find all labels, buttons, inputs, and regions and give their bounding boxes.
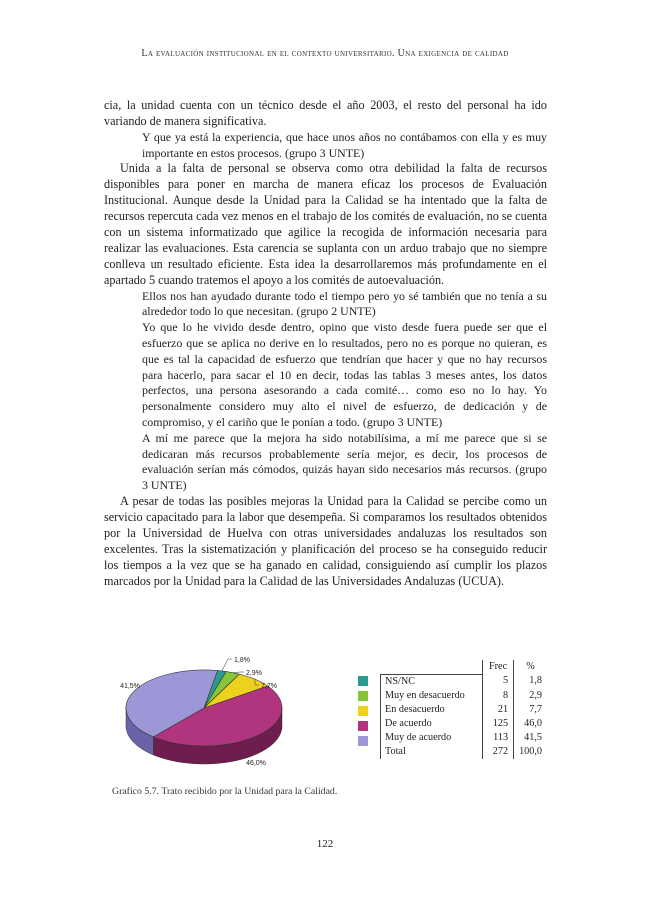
- table-total-row: [381, 745, 548, 759]
- quote: Ellos nos han ayudado durante todo el tiempo pero yo sé también que no tenía a su alrededor todo lo que necesitan. (grupo 2 UNTE): [142, 288, 547, 319]
- row-freq: 5: [483, 674, 514, 689]
- row-freq: 21: [483, 703, 514, 717]
- pie-data-label: 2,9%: [246, 670, 262, 677]
- paragraph: Unida a la falta de personal se observa como otra debilidad la falta de recursos disponibles para poner en marcha de manera eficaz los procesos de Evaluación Institucional. Aunque desde la Unidad para la Calidad se ha intentado que la falta de recursos repercuta cada vez menos en el trabajo de los comités de evaluación, no se cuenta con un sistema informatizado que agilice la recogida de información necesaria para realizar las evaluaciones. Esta carencia se suplanta con un arduo trabajo que no siempre conlleva un resultado eficiente. Esta idea la desarrollaremos más profundamente en el apartado 5 cuando tratemos el apoyo a los comités de autoevaluación.: [104, 161, 547, 287]
- row-freq: 8: [483, 689, 514, 703]
- quote: Yo que lo he vivido desde dentro, opino que visto desde fuera puede ser que el esfuerzo que se aplica no derive en lo resultados, pero no es porque no quieran, es que es tal la capacidad de esfuerzo que tendrían que hacer y que no hay recursos para hacerlo, para sacar el 10 en decir, todas las tablas 3 meses antes, los datos perfectos, una persona asesorando a cada comité… como eso no lo hay. Yo personalmente considero muy alto el nivel de esfuerzo, de dedicación y de compromiso, y el cariño que le ponían a todo. (grupo 3 UNTE): [142, 320, 547, 430]
- table-row: [381, 674, 548, 689]
- table-row: [381, 689, 548, 703]
- row-label: De acuerdo: [381, 717, 483, 731]
- table-row: [381, 717, 548, 731]
- frequency-table: [380, 660, 547, 759]
- table-header: Frec: [483, 660, 514, 674]
- pie-data-label: 7,7%: [261, 683, 277, 690]
- legend-swatch: [358, 676, 368, 686]
- total-label: Total: [381, 745, 483, 759]
- legend-swatch: [358, 736, 368, 746]
- quote: Y que ya está la experiencia, que hace unos años no contábamos con ella y es muy importante en estos procesos. (grupo 3 UNTE): [142, 129, 547, 160]
- quote: A mí me parece que la mejora ha sido notabilísima, a mí me parece que si se dedicaran más recursos probablemente sería mejor, es decir, los procesos de evaluación serían más cómodos, quizás hayan sido necesarios más recursos. (grupo 3 UNTE): [142, 430, 547, 493]
- figure-chart: [104, 648, 547, 778]
- row-pct: 46,0: [514, 717, 547, 731]
- row-pct: 7,7: [514, 703, 547, 717]
- pie-data-label: 1,8%: [234, 657, 250, 664]
- legend-swatch: [358, 721, 368, 731]
- table-row: [381, 703, 548, 717]
- legend-swatch: [358, 691, 368, 701]
- table-header: %: [514, 660, 547, 674]
- row-label: NS/NC: [381, 674, 483, 689]
- total-pct: 100,0: [514, 745, 547, 759]
- running-head: La evaluación institucional en el contexto universitario. Una exigencia de calidad: [141, 48, 509, 59]
- figure-caption: Grafico 5.7. Trato recibido por la Unidad para la Calidad.: [112, 786, 338, 797]
- row-freq: 125: [483, 717, 514, 731]
- row-pct: 1,8: [514, 674, 547, 689]
- pie-data-label: 41,5%: [120, 683, 140, 690]
- row-label: En desacuerdo: [381, 703, 483, 717]
- row-label: Muy de acuerdo: [381, 731, 483, 745]
- page-number: 122: [316, 838, 334, 850]
- pie-data-label: 46,0%: [246, 760, 266, 767]
- main-text: [104, 98, 547, 589]
- row-label: Muy en desacuerdo: [381, 689, 483, 703]
- row-pct: 41,5: [514, 731, 547, 745]
- pie-chart: [104, 648, 354, 778]
- row-freq: 113: [483, 731, 514, 745]
- label-leader-line: [222, 659, 232, 671]
- label-leader-line: [233, 672, 244, 673]
- paragraph: cia, la unidad cuenta con un técnico desde el año 2003, el resto del personal ha ido variando de manera significativa.: [104, 98, 547, 128]
- paragraph: A pesar de todas las posibles mejoras la Unidad para la Calidad se percibe como un servicio capacitado para la labor que desempeña. Si comparamos los resultados obtenidos por la Universidad de Huelva con otras universidades andaluzas los resultados son excelentes. Tras la sistematización y planificación del proceso se ha conseguido reducir los tiempos a la vez que se ha ganado en calidad, consiguiendo así cumplir los plazos marcados por la Unidad para la Calidad de las Universidades Andaluzas (UCUA).: [104, 494, 547, 588]
- row-pct: 2,9: [514, 689, 547, 703]
- table-row: [381, 731, 548, 745]
- legend: [358, 676, 368, 751]
- legend-swatch: [358, 706, 368, 716]
- total-freq: 272: [483, 745, 514, 759]
